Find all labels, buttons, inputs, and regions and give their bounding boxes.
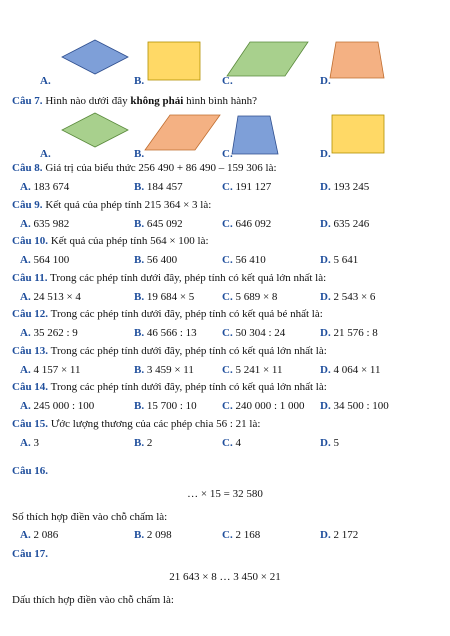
option-b[interactable] bbox=[134, 181, 183, 193]
top-shape-label-a: A. bbox=[40, 75, 51, 87]
question-10 bbox=[12, 235, 209, 247]
option-letter: C. bbox=[222, 290, 233, 303]
option-b[interactable] bbox=[134, 254, 177, 266]
question-text: Trong các phép tính dưới đây, phép tính có kết quả lớn nhất là: bbox=[50, 344, 327, 357]
option-b[interactable] bbox=[134, 218, 183, 230]
option-value: 5 641 bbox=[333, 254, 359, 266]
option-value: 3 bbox=[33, 436, 39, 449]
question-text: Ước lượng thương của các phép chia 56 : 21 là: bbox=[50, 417, 261, 430]
trapezoid-shape bbox=[232, 116, 278, 154]
option-d[interactable] bbox=[320, 437, 339, 449]
option-letter: B. bbox=[134, 363, 145, 376]
option-value: 646 092 bbox=[235, 217, 272, 230]
option-letter: A. bbox=[20, 436, 31, 449]
question-7 bbox=[12, 95, 257, 107]
option-value: 645 092 bbox=[146, 217, 183, 230]
option-d[interactable] bbox=[320, 529, 358, 541]
option-d[interactable] bbox=[320, 254, 358, 266]
option-c[interactable] bbox=[222, 254, 266, 266]
option-value: 193 245 bbox=[333, 181, 370, 193]
option-letter: C. bbox=[222, 181, 233, 193]
question-text: Trong các phép tính dưới đây, phép tính có kết quả lớn nhất là: bbox=[50, 381, 327, 393]
option-value: 2 543 × 6 bbox=[333, 290, 376, 303]
options-row bbox=[0, 254, 450, 268]
question-text: Giá trị của biểu thức 256 490 + 86 490 – 159 306 là: bbox=[45, 162, 277, 174]
option-letter: B. bbox=[134, 290, 145, 303]
option-a[interactable] bbox=[20, 291, 81, 303]
option-value: 2 bbox=[146, 436, 153, 449]
parallelogram-shape bbox=[227, 42, 308, 76]
question-label: Câu 10. bbox=[12, 235, 49, 247]
top-shapes-row bbox=[0, 36, 450, 86]
q7-label-d: D. bbox=[320, 148, 331, 160]
option-letter: A. bbox=[20, 181, 31, 193]
q7-label-a: A. bbox=[40, 148, 51, 160]
option-c[interactable] bbox=[222, 327, 285, 339]
question-label: Câu 7. bbox=[12, 95, 43, 107]
option-letter: A. bbox=[20, 400, 31, 412]
option-letter: D. bbox=[320, 217, 331, 230]
top-shape-label-b: B. bbox=[134, 75, 145, 87]
option-a[interactable] bbox=[20, 327, 78, 339]
q17-equation: 21 643 × 8 … 3 450 × 21 bbox=[169, 571, 281, 583]
option-value: 15 700 : 10 bbox=[146, 400, 197, 412]
option-d[interactable] bbox=[320, 291, 375, 303]
option-letter: D. bbox=[320, 290, 331, 303]
option-c[interactable] bbox=[222, 218, 271, 230]
option-d[interactable] bbox=[320, 218, 369, 230]
question-14 bbox=[12, 381, 327, 393]
question-label: Câu 13. bbox=[12, 344, 49, 357]
option-letter: B. bbox=[134, 181, 145, 193]
options-row bbox=[0, 364, 450, 378]
option-value: 35 262 : 9 bbox=[33, 327, 78, 339]
option-d[interactable] bbox=[320, 364, 381, 376]
option-d[interactable] bbox=[320, 400, 389, 412]
rhombus-shape bbox=[62, 113, 128, 147]
option-c[interactable] bbox=[222, 529, 260, 541]
option-letter: A. bbox=[20, 529, 31, 541]
question-label: Câu 16. bbox=[12, 465, 49, 477]
option-letter: B. bbox=[134, 254, 145, 266]
q16-prompt: Số thích hợp điền vào chỗ chấm là: bbox=[12, 511, 168, 523]
question-text-1: Hình nào dưới đây bbox=[45, 95, 131, 107]
option-value: 564 100 bbox=[33, 254, 70, 266]
question-13 bbox=[12, 345, 327, 357]
option-value: 4 064 × 11 bbox=[333, 363, 381, 376]
option-value: 5 bbox=[333, 436, 339, 449]
q7-shapes-row bbox=[0, 110, 450, 160]
option-letter: B. bbox=[134, 217, 145, 230]
option-letter: D. bbox=[320, 327, 331, 339]
option-d[interactable] bbox=[320, 327, 378, 339]
option-a[interactable] bbox=[20, 254, 69, 266]
option-b[interactable] bbox=[134, 529, 172, 541]
option-letter: D. bbox=[320, 254, 331, 266]
question-15 bbox=[12, 418, 260, 430]
option-value: 5 241 × 11 bbox=[235, 363, 283, 376]
option-value: 3 459 × 11 bbox=[146, 363, 194, 376]
q16-equation: … × 15 = 32 580 bbox=[187, 488, 263, 500]
option-value: 4 bbox=[235, 436, 241, 449]
option-letter: A. bbox=[20, 327, 31, 339]
rhombus-shape bbox=[62, 40, 128, 74]
square-shape bbox=[332, 115, 384, 153]
options-row bbox=[0, 437, 450, 451]
square-shape bbox=[148, 42, 200, 80]
question-text: Trong các phép tính dưới đây, phép tính có kết quả lớn nhất là: bbox=[50, 271, 327, 284]
option-letter: C. bbox=[222, 529, 233, 541]
option-letter: D. bbox=[320, 181, 331, 193]
option-letter: D. bbox=[320, 436, 331, 449]
option-letter: C. bbox=[222, 254, 233, 266]
question-text: Kết quả của phép tính 215 364 × 3 là: bbox=[45, 198, 212, 211]
option-a[interactable] bbox=[20, 218, 69, 230]
options-row bbox=[0, 181, 450, 195]
option-d[interactable] bbox=[320, 181, 369, 193]
trapezoid-shape bbox=[330, 42, 384, 78]
question-17 bbox=[12, 548, 48, 560]
option-value: 56 400 bbox=[146, 254, 178, 266]
option-c[interactable] bbox=[222, 291, 277, 303]
option-b[interactable] bbox=[134, 400, 197, 412]
question-label: Câu 11. bbox=[12, 271, 48, 284]
option-letter: B. bbox=[134, 400, 145, 412]
option-value: 2 172 bbox=[333, 529, 359, 541]
option-letter: B. bbox=[134, 436, 145, 449]
parallelogram-shape bbox=[145, 115, 220, 150]
question-12 bbox=[12, 308, 323, 320]
option-value: 635 982 bbox=[33, 217, 70, 230]
question-11 bbox=[12, 272, 326, 284]
option-value: 2 168 bbox=[235, 529, 261, 541]
question-16 bbox=[12, 465, 48, 477]
option-b[interactable] bbox=[134, 437, 152, 449]
option-value: 184 457 bbox=[146, 181, 183, 193]
option-value: 24 513 × 4 bbox=[33, 290, 81, 303]
option-c[interactable] bbox=[222, 437, 241, 449]
option-a[interactable] bbox=[20, 400, 94, 412]
option-b[interactable] bbox=[134, 364, 194, 376]
question-label: Câu 9. bbox=[12, 198, 43, 211]
q7-label-c: C. bbox=[222, 148, 233, 160]
options-row bbox=[0, 400, 450, 414]
options-row bbox=[0, 327, 450, 341]
option-value: 46 566 : 13 bbox=[146, 327, 197, 339]
option-letter: D. bbox=[320, 400, 331, 412]
option-a[interactable] bbox=[20, 181, 69, 193]
option-a[interactable] bbox=[20, 529, 58, 541]
option-letter: D. bbox=[320, 529, 331, 541]
option-b[interactable] bbox=[134, 291, 194, 303]
question-8 bbox=[12, 162, 277, 174]
option-b[interactable] bbox=[134, 327, 197, 339]
option-letter: A. bbox=[20, 217, 31, 230]
option-c[interactable] bbox=[222, 364, 283, 376]
top-shape-label-d: D. bbox=[320, 75, 331, 87]
option-value: 34 500 : 100 bbox=[333, 400, 389, 412]
option-value: 5 689 × 8 bbox=[235, 290, 278, 303]
question-label: Câu 15. bbox=[12, 417, 49, 430]
question-9 bbox=[12, 199, 211, 211]
option-value: 2 086 bbox=[33, 529, 59, 541]
option-value: 2 098 bbox=[146, 529, 172, 541]
option-letter: D. bbox=[320, 363, 331, 376]
top-shape-label-c: C. bbox=[222, 75, 233, 87]
question-text-bold: không phải bbox=[130, 95, 184, 107]
option-value: 240 000 : 1 000 bbox=[235, 400, 305, 412]
question-text-2: hình bình hành? bbox=[183, 95, 257, 107]
question-label: Câu 17. bbox=[12, 548, 49, 560]
option-letter: C. bbox=[222, 217, 233, 230]
option-letter: C. bbox=[222, 400, 233, 412]
option-a[interactable] bbox=[20, 364, 81, 376]
q16-options bbox=[0, 529, 450, 543]
option-letter: C. bbox=[222, 436, 233, 449]
option-value: 19 684 × 5 bbox=[146, 290, 195, 303]
option-letter: A. bbox=[20, 290, 31, 303]
option-value: 4 157 × 11 bbox=[33, 363, 81, 376]
question-label: Câu 8. bbox=[12, 162, 43, 174]
question-text: Trong các phép tính dưới đây, phép tính có kết quả bé nhất là: bbox=[50, 308, 323, 320]
option-value: 56 410 bbox=[235, 254, 266, 266]
option-letter: C. bbox=[222, 327, 233, 339]
option-c[interactable] bbox=[222, 181, 271, 193]
options-row bbox=[0, 291, 450, 305]
option-value: 21 576 : 8 bbox=[333, 327, 378, 339]
option-value: 191 127 bbox=[235, 181, 272, 193]
option-a[interactable] bbox=[20, 437, 39, 449]
option-value: 50 304 : 24 bbox=[235, 327, 286, 339]
q17-prompt: Dấu thích hợp điền vào chỗ chấm là: bbox=[12, 594, 174, 606]
option-value: 183 674 bbox=[33, 181, 70, 193]
option-letter: B. bbox=[134, 327, 145, 339]
q7-label-b: B. bbox=[134, 148, 145, 160]
option-value: 245 000 : 100 bbox=[33, 400, 95, 412]
question-label: Câu 12. bbox=[12, 308, 49, 320]
option-c[interactable] bbox=[222, 400, 305, 412]
option-letter: A. bbox=[20, 254, 31, 266]
option-value: 635 246 bbox=[333, 217, 370, 230]
option-letter: B. bbox=[134, 529, 145, 541]
option-letter: C. bbox=[222, 363, 233, 376]
question-text: Kết quả của phép tính 564 × 100 là: bbox=[50, 235, 209, 247]
question-label: Câu 14. bbox=[12, 381, 49, 393]
option-letter: A. bbox=[20, 363, 31, 376]
options-row bbox=[0, 218, 450, 232]
